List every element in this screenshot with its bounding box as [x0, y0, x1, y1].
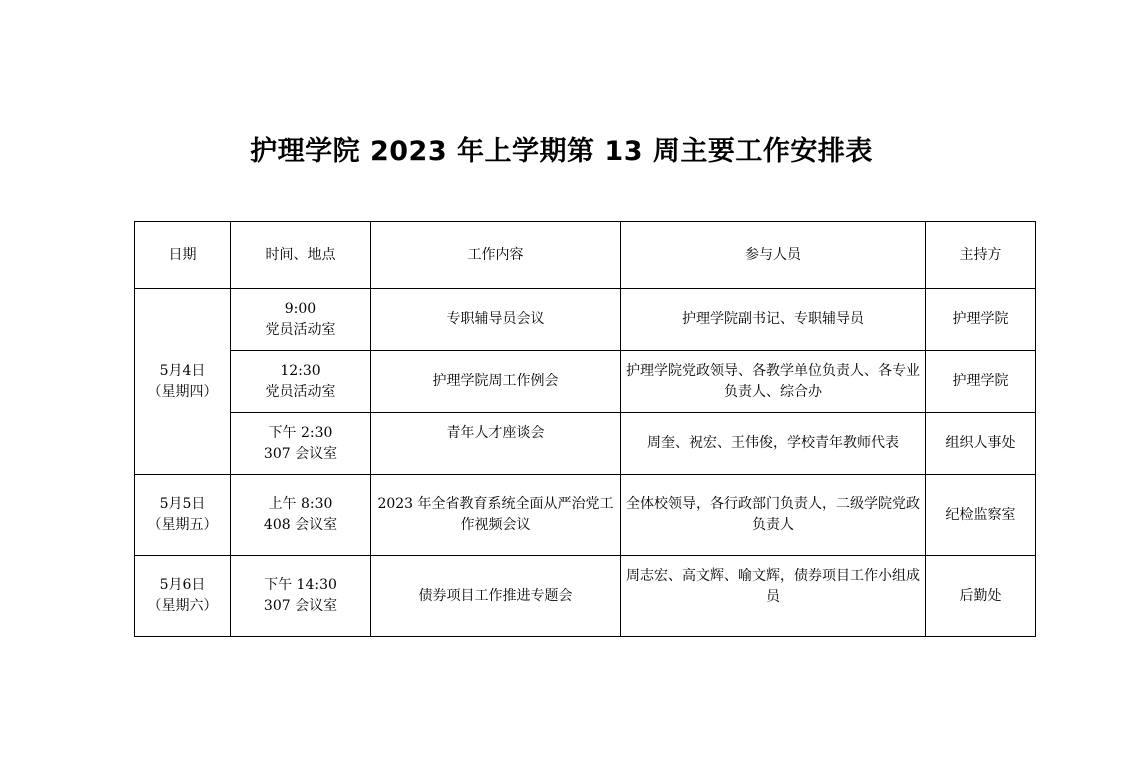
table-row	[135, 556, 1036, 637]
weekday-label: （星期五）	[147, 517, 218, 533]
host-cell: 组织人事处	[926, 413, 1036, 475]
table-row	[135, 475, 1036, 556]
date-label: 5月5日	[159, 496, 206, 512]
participants-cell: 周奎、祝宏、王伟俊，学校青年教师代表	[621, 413, 926, 475]
content-cell: 专职辅导员会议	[371, 289, 621, 351]
date-cell	[135, 556, 231, 637]
header-participants: 参与人员	[621, 222, 926, 289]
time-label: 下午 2:30	[268, 424, 333, 441]
header-time-place: 时间、地点	[231, 222, 371, 289]
weekday-label: （星期六）	[147, 598, 218, 614]
time-place-cell	[231, 351, 371, 413]
host-cell: 后勤处	[926, 556, 1036, 637]
content-cell: 债券项目工作推进专题会	[371, 556, 621, 637]
time-label: 上午 8:30	[268, 496, 333, 512]
participants-cell: 全体校领导，各行政部门负责人，二级学院党政负责人	[621, 475, 926, 556]
table-row	[135, 289, 1036, 351]
host-cell: 纪检监察室	[926, 475, 1036, 556]
content-cell: 2023 年全省教育系统全面从严治党工作视频会议	[371, 475, 621, 556]
time-label: 下午 14:30	[264, 577, 337, 593]
time-label: 9:00	[284, 300, 317, 317]
time-place-cell	[231, 556, 371, 637]
participants-cell: 护理学院副书记、专职辅导员	[621, 289, 926, 351]
date-label: 5月6日	[159, 577, 206, 593]
place-label: 307 会议室	[263, 598, 338, 614]
time-place-cell	[231, 475, 371, 556]
page-title: 护理学院 2023 年上学期第 13 周主要工作安排表	[250, 136, 873, 167]
table-row	[135, 351, 1036, 413]
content-cell: 护理学院周工作例会	[371, 351, 621, 413]
content-cell: 青年人才座谈会	[371, 413, 621, 475]
place-label: 307 会议室	[263, 445, 338, 462]
table-header-row	[135, 222, 1036, 289]
time-place-cell	[231, 413, 371, 475]
host-cell: 护理学院	[926, 351, 1036, 413]
header-host: 主持方	[926, 222, 1036, 289]
time-label: 12:30	[280, 362, 321, 379]
participants-cell: 护理学院党政领导、各教学单位负责人、各专业负责人、综合办	[621, 351, 926, 413]
date-cell	[135, 475, 231, 556]
table-row	[135, 413, 1036, 475]
host-cell: 护理学院	[926, 289, 1036, 351]
place-label: 408 会议室	[263, 517, 338, 533]
place-label: 党员活动室	[265, 321, 336, 338]
header-content: 工作内容	[371, 222, 621, 289]
header-date: 日期	[135, 222, 231, 289]
date-label: 5月4日	[159, 362, 206, 379]
weekday-label: （星期四）	[147, 383, 218, 400]
place-label: 党员活动室	[265, 383, 336, 400]
time-place-cell	[231, 289, 371, 351]
schedule-table	[134, 221, 1036, 637]
date-cell	[135, 289, 231, 475]
participants-cell: 周志宏、高文辉、喻文辉，债券项目工作小组成员	[621, 556, 926, 637]
